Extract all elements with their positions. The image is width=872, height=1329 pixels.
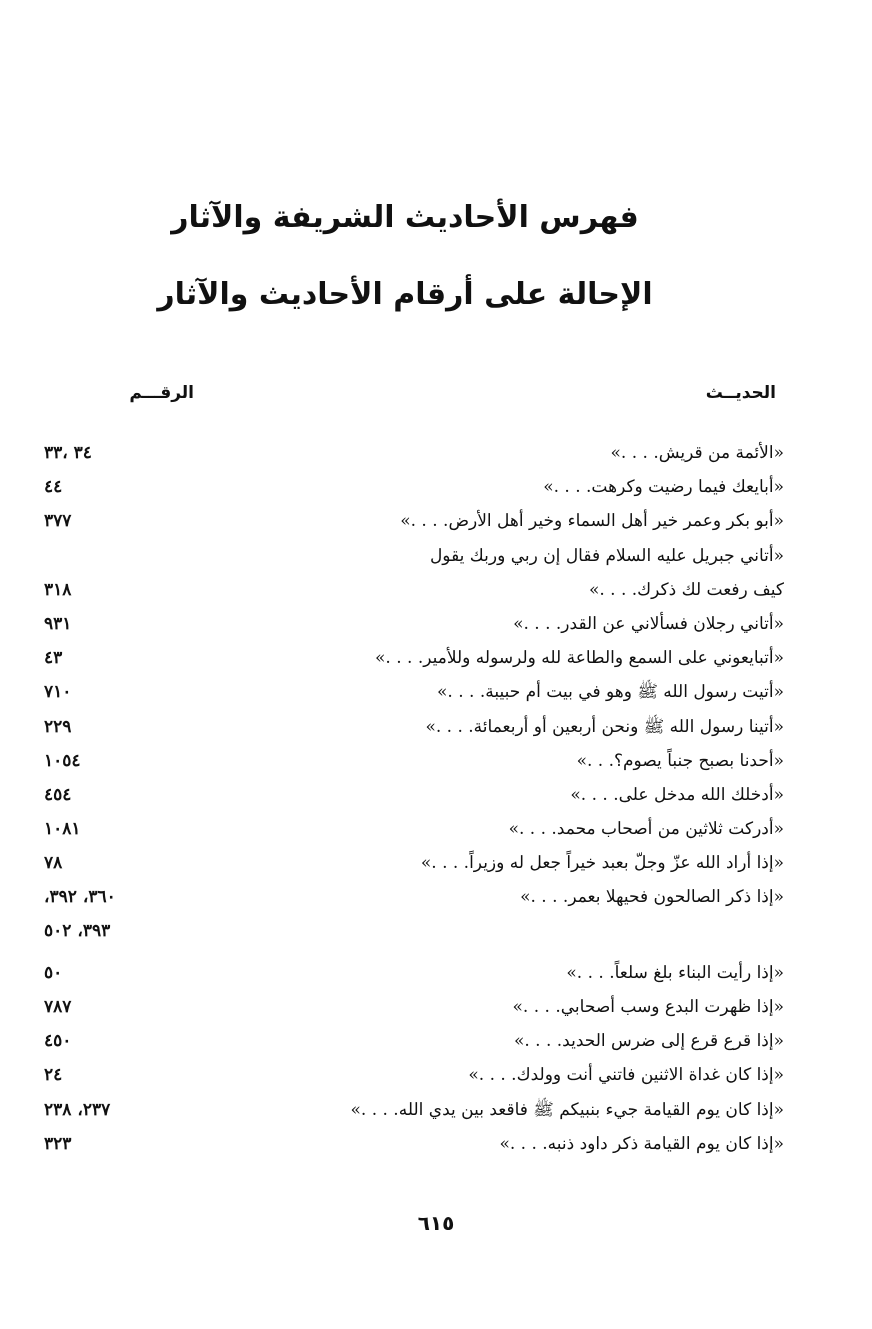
index-entry	[0, 812, 872, 846]
hadith-number	[44, 436, 204, 470]
hadith-text: «أبو بكر وعمر خير أهل السماء وخير أهل الأرض. . . .»	[400, 511, 784, 532]
hadith-text: «الأئمة من قريش. . . .»	[610, 443, 784, 463]
reference-number: ٥٠	[44, 962, 63, 983]
reference-number: ٤٣	[44, 648, 63, 669]
reference-number: ٢٤	[44, 1065, 63, 1086]
hadith-number	[44, 744, 204, 778]
reference-number: ٧٨٧	[44, 997, 72, 1018]
reference-number: ٩٣١	[44, 613, 72, 634]
hadith-text: «أتبايعوني على السمع والطاعة لله ولرسوله وللأمير. . . .»	[375, 648, 784, 669]
page-subtitle: الإحالة على أرقام الأحاديث والآثار	[157, 277, 653, 312]
hadith-text: «أدركت ثلاثين من أصحاب محمد. . . .»	[508, 819, 784, 840]
index-entry	[0, 436, 872, 470]
index-entry	[0, 990, 872, 1024]
hadith-text: كيف رفعت لك ذكرك. . . .»	[588, 579, 784, 600]
hadith-text: «أدخلك الله مدخل على. . . .»	[570, 784, 784, 805]
hadith-number	[44, 812, 204, 846]
reference-number: ٧٨	[44, 853, 63, 874]
hadith-number	[44, 504, 204, 538]
hadith-number	[44, 956, 204, 990]
hadith-number	[44, 573, 204, 607]
hadith-text: «أتاني جبريل عليه السلام فقال إن ربي وربك يقول	[429, 545, 784, 566]
hadith-number	[44, 641, 204, 675]
hadith-number	[44, 470, 204, 504]
hadith-number	[44, 1024, 204, 1058]
reference-number: ٧١٠	[44, 682, 72, 703]
hadith-text: «إذا كان يوم القيامة ذكر داود ذنبه. . . .»	[499, 1133, 784, 1154]
hadith-text: «إذا رأيت البناء بلغ سلعاً. . . .»	[566, 962, 784, 983]
index-entry	[0, 1058, 872, 1092]
hadith-text: «أتاني رجلان فسألاني عن القدر. . . .»	[513, 613, 784, 634]
hadith-number	[44, 675, 204, 709]
hadith-text: «إذا ظهرت البدع وسب أصحابي. . . .»	[512, 997, 784, 1018]
hadith-text: «أتيت رسول الله ﷺ وهو في بيت أم حبيبة. . . .»	[437, 682, 784, 703]
reference-number: ٣٤ ،٣٣	[44, 443, 92, 463]
index-entry	[0, 675, 872, 709]
index-entry	[0, 778, 872, 812]
hadith-text: «أحدنا بصبح جنباً يصوم؟. . .»	[576, 750, 784, 771]
reference-number: ١٠٨١	[44, 819, 81, 840]
hadith-number	[44, 607, 204, 641]
index-entry	[0, 880, 872, 955]
hadith-text: «إذا ذكر الصالحون فحيهلا بعمر. . . .»	[520, 887, 784, 908]
index-entry	[0, 1093, 872, 1127]
hadith-text: «إذا كان يوم القيامة جيء بنبيكم ﷺ فاقعد بين يدي الله. . . .»	[350, 1099, 784, 1120]
column-header-hadith: الحديــث	[705, 383, 776, 403]
reference-number: ٣١٨	[44, 579, 72, 600]
index-list	[0, 436, 872, 1161]
hadith-number	[44, 846, 204, 880]
index-entry	[0, 573, 872, 607]
index-entry	[0, 504, 872, 538]
reference-number: ٣٢٣	[44, 1133, 72, 1154]
reference-number: ٣٦٠، ٣٩٢،	[44, 887, 116, 908]
index-entry	[0, 641, 872, 675]
hadith-number	[44, 990, 204, 1024]
hadith-text: «إذا كان غداة الاثنين فاتني أنت وولدك. . . .»	[468, 1065, 784, 1086]
reference-number: ١٠٥٤	[44, 750, 81, 771]
hadith-number	[44, 778, 204, 812]
hadith-text: «إذا أراد الله عزّ وجلّ بعبد خيراً جعل له وزيراً. . . .»	[420, 853, 784, 874]
hadith-number	[44, 710, 204, 744]
page-number: ٦١٥	[417, 1211, 455, 1235]
index-entry	[0, 539, 872, 573]
index-entry	[0, 1024, 872, 1058]
hadith-number	[44, 1127, 204, 1161]
column-header-number: الرقـــم	[129, 383, 194, 403]
hadith-number	[44, 880, 204, 948]
index-entry	[0, 710, 872, 744]
page-title: فهرس الأحاديث الشريفة والآثار	[171, 200, 639, 235]
reference-number: ٣٩٣، ٥٠٢	[44, 921, 111, 942]
reference-number: ٤٥٤	[44, 784, 72, 805]
index-entry	[0, 1127, 872, 1161]
index-entry	[0, 607, 872, 641]
reference-number: ٤٥٠	[44, 1031, 72, 1052]
index-entry	[0, 846, 872, 880]
reference-number: ٤٤	[44, 477, 63, 498]
index-entry	[0, 956, 872, 990]
hadith-number	[44, 1093, 204, 1127]
hadith-text: «إذا قرع قرع إلى ضرس الحديد. . . .»	[513, 1031, 784, 1052]
hadith-text: «أبايعك فيما رضيت وكرهت. . . .»	[543, 477, 784, 498]
reference-number: ٢٢٩	[44, 716, 72, 737]
reference-number: ٢٣٧، ٢٣٨	[44, 1099, 111, 1120]
reference-number: ٣٧٧	[44, 511, 72, 532]
hadith-text: «أتينا رسول الله ﷺ ونحن أربعين أو أربعمائة. . . .»	[425, 716, 784, 737]
index-entry	[0, 744, 872, 778]
hadith-number	[44, 1058, 204, 1092]
index-entry	[0, 470, 872, 504]
